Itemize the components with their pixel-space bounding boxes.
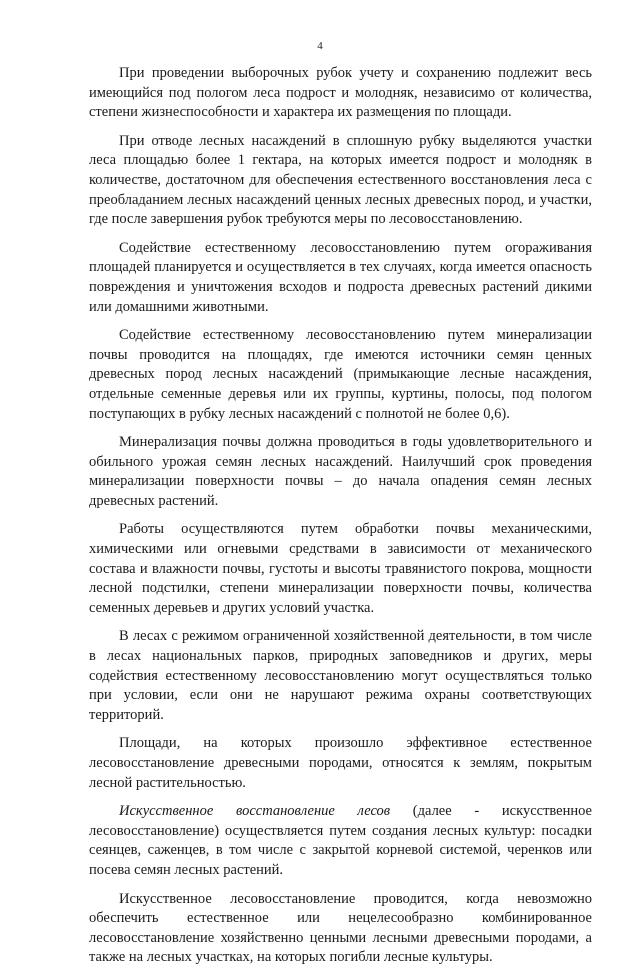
paragraph-clear-felling: При отводе лесных насаждений в сплошную рубку выделяются участки леса площадью более 1 гектара, на которых имеется подрост и молодняк в количестве, достаточном для обеспечения естественного восстановления леса с преобладанием лесных насаждений ценных лесных древесных пород, и участки, где после завершения рубок требуются меры по лесовосстановлению. bbox=[89, 132, 592, 228]
paragraph-selective-felling: При проведении выборочных рубок учету и сохранению подлежит весь имеющийся под пологом леса подрост и молодняк, независимо от количества, степени жизнеспособности и характера их размещения по площади. bbox=[89, 65, 592, 121]
paragraph-works: Работы осуществляются путем обработки почвы механическими, химическими или огневыми средствами в зависимости от механического состава и влажности почвы, густоты и высоты травянистого покрова, мощности лесной подстилки, степени минерализации поверхности почвы, количества семенных деревьев и других условий участка. bbox=[89, 521, 592, 616]
paragraph-restricted-forests: В лесах с режимом ограниченной хозяйственной деятельности, в том числе в лесах национальных парков, природных заповедников и других, меры содействия естественному лесовосстановлению могут осуществляться только при условии, если они не нарушают режима охраны соответствующих территорий. bbox=[89, 628, 592, 723]
artificial-reforestation-term: Искусственное восстановление лесов bbox=[119, 803, 391, 820]
paragraph-soil-mineralization: Содействие естественному лесовосстановлению путем минерализации почвы проводится на площадях, где имеются источники семян ценных древесных пород лесных насаждений (примыкающие лесные насаждения, отдельные семенные деревья или их группы, куртины, полосы, под пологом поступающих в рубку лесных насаждений с полнотой не более 0,6). bbox=[89, 327, 592, 422]
paragraph-artificial-reforestation bbox=[89, 802, 592, 880]
paragraph-natural-reforestation: Площади, на которых произошло эффективное естественное лесовосстановление древесными породами, относятся к землям, покрытым лесной растительностью. bbox=[89, 735, 592, 791]
paragraph-artificial-conditions: Искусственное лесовосстановление проводится, когда невозможно обеспечить естественное или нецелесообразно комбинированное лесовосстановление хозяйственно ценными лесными древесными породами, а также на лесных участках, на которых погибли лесные культуры. bbox=[89, 890, 592, 966]
page-number: 4 bbox=[317, 40, 323, 52]
artificial-reforestation-text: (далее - искусственное лесовосстановление) осуществляется путем создания лесных культур: посадки сеянцев, саженцев, в том числе с закрытой корневой системой, черенков или посева семян лесных растений. bbox=[89, 803, 592, 878]
paragraph-fencing: Содействие естественному лесовосстановлению путем огораживания площадей планируется и осуществляется в тех случаях, когда имеется опасность повреждения и уничтожения всходов и подроста древесных растений дикими или домашними животными. bbox=[89, 239, 592, 315]
body-text bbox=[89, 64, 592, 968]
paragraph-mineralization-timing: Минерализация почвы должна проводиться в годы удовлетворительного и обильного урожая семян лесных насаждений. Наилучший срок проведения минерализации поверхности почвы – до начала опадения семян лесных древесных растений. bbox=[89, 434, 592, 509]
